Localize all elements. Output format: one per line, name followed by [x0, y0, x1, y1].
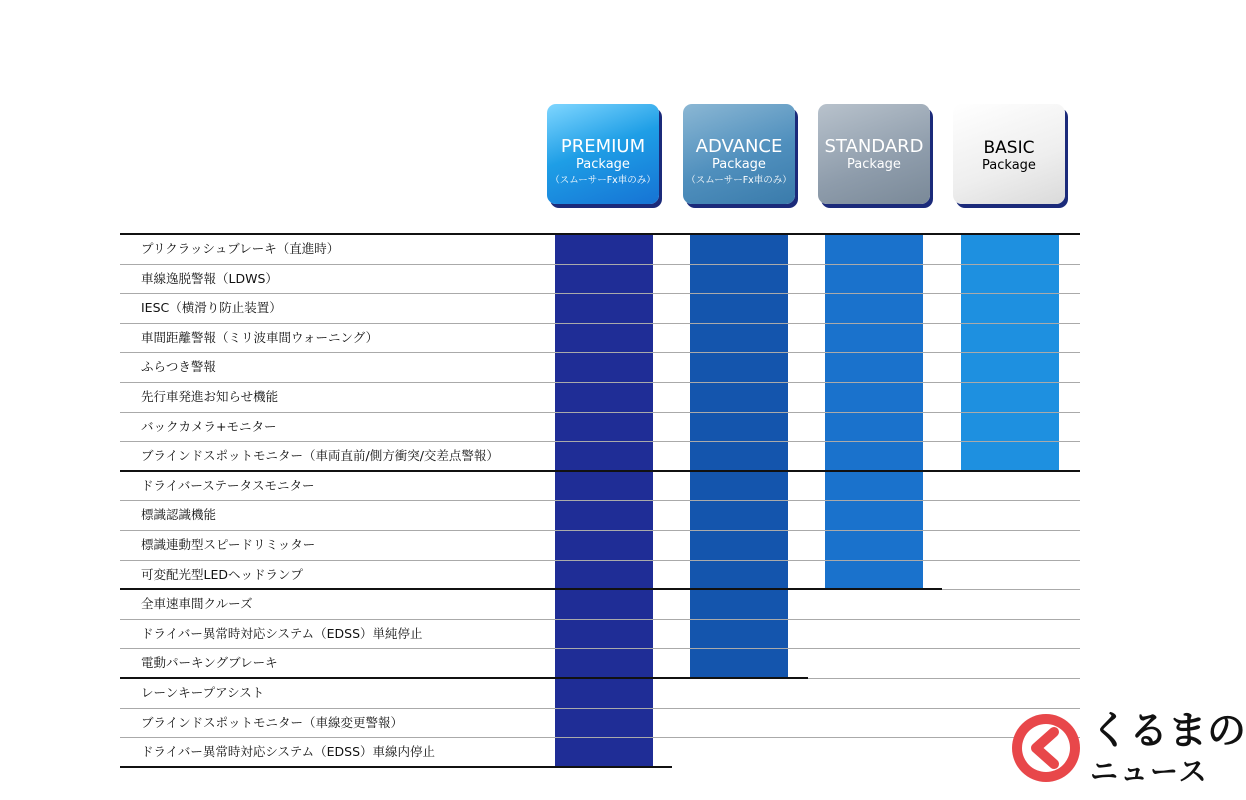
- feature-label: 車間距離警報（ミリ波車間ウォーニング）: [141, 329, 379, 345]
- feature-label: 全車速車間クルーズ: [141, 596, 253, 612]
- feature-label: プリクラッシュブレーキ（直進時）: [141, 241, 340, 256]
- logo-text-line2: ニュース: [1090, 755, 1209, 788]
- kuruma-logo-icon: [1010, 712, 1082, 784]
- coverage-bar-advance: [690, 234, 788, 678]
- premium-package-header: [547, 104, 659, 204]
- package-sub: Package: [847, 157, 901, 172]
- feature-label: ふらつき警報: [141, 359, 216, 375]
- feature-label: レーンキープアシスト: [141, 685, 265, 700]
- feature-label: 標識認識機能: [141, 507, 217, 523]
- feature-label: 車線逸脱警報（LDWS）: [141, 270, 278, 286]
- package-sub: Package: [982, 158, 1036, 173]
- advance-package-header: [683, 104, 795, 204]
- feature-label: 標識連動型スピードリミッター: [141, 537, 316, 552]
- feature-label: 先行車発進お知らせ機能: [141, 389, 279, 404]
- feature-label: バックカメラ+モニター: [141, 418, 277, 434]
- standard-package-header: [818, 104, 930, 204]
- package-name: PREMIUM: [560, 136, 646, 157]
- package-note: （スムーサーFx車のみ）: [686, 175, 792, 186]
- logo-text-line1: くるまの: [1090, 709, 1246, 754]
- basic-package-header: [953, 104, 1065, 204]
- feature-label: 可変配光型LEDヘッドランプ: [141, 566, 303, 582]
- feature-label: ブラインドスポットモニター（車両直前/側方衝突/交差点警報）: [141, 448, 499, 464]
- package-sub: Package: [712, 157, 766, 172]
- feature-label: 電動パーキングブレーキ: [141, 655, 278, 671]
- feature-label: ブラインドスポットモニター（車線変更警報）: [141, 714, 404, 730]
- package-sub: Package: [576, 157, 630, 172]
- package-note: （スムーサーFx車のみ）: [550, 175, 656, 186]
- feature-label: ドライバー異常時対応システム（EDSS）単純停止: [141, 625, 423, 641]
- package-name: BASIC: [983, 138, 1035, 158]
- feature-label: ドライバーステータスモニター: [141, 477, 315, 493]
- feature-label: ドライバー異常時対応システム（EDSS）車線内停止: [141, 744, 436, 760]
- package-name: ADVANCE: [695, 136, 783, 157]
- package-name: STANDARD: [824, 136, 924, 157]
- feature-label: IESC（横滑り防止装置）: [141, 300, 282, 316]
